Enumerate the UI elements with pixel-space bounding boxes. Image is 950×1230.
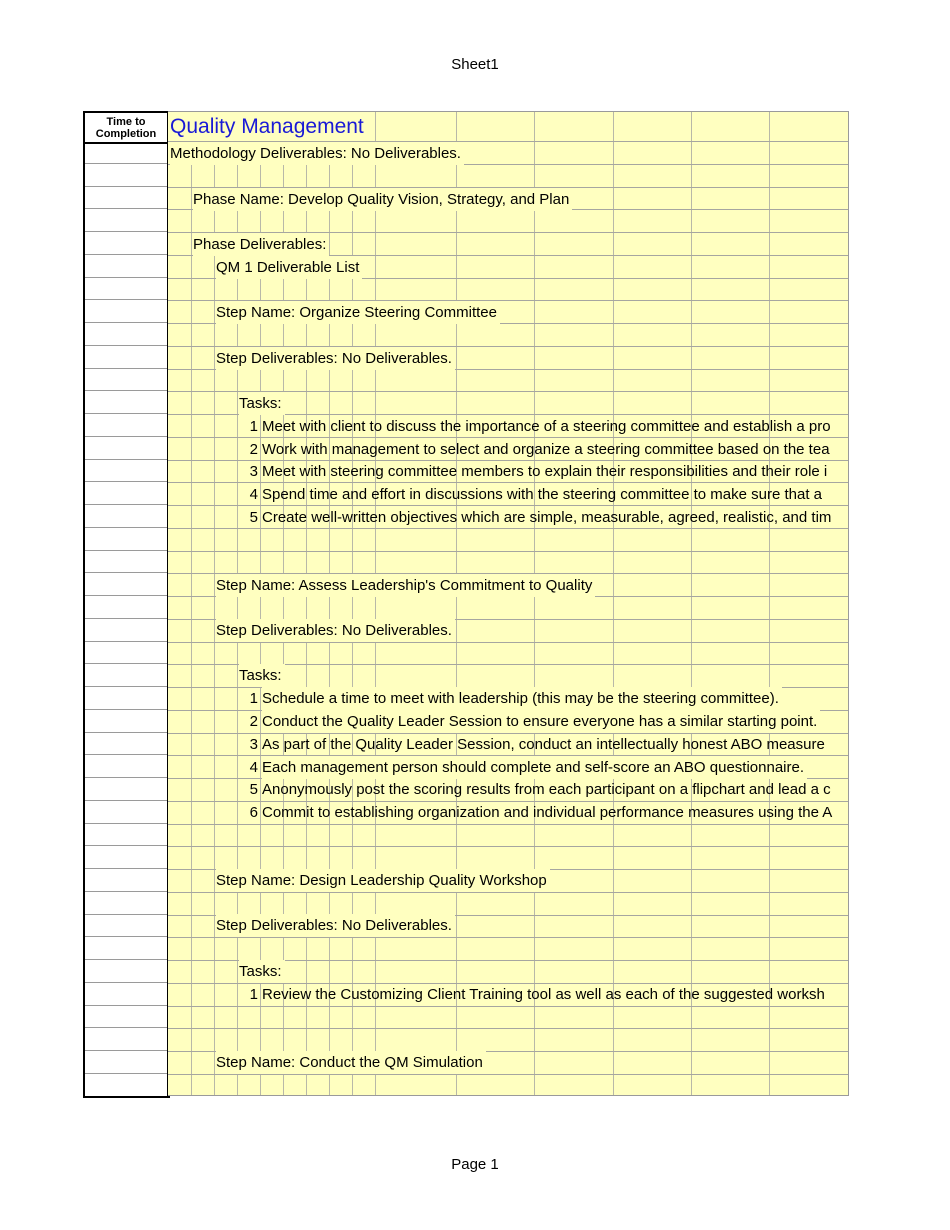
time-row-line [85,390,167,391]
column-gridline [375,112,376,1095]
tasks-label: Tasks: [239,664,285,687]
column-gridline [456,112,457,1095]
time-row-line [85,868,167,869]
spreadsheet [83,111,849,1096]
step-name: Step Name: Conduct the QM Simulation [216,1051,486,1074]
time-row-line [85,959,167,960]
column-gridline [613,112,614,1095]
tasks-label: Tasks: [239,392,285,415]
row-gridline [168,824,848,825]
time-row-line [85,618,167,619]
time-row-line [85,572,167,573]
time-row-line [85,1073,167,1074]
time-row-line [85,936,167,937]
column-gridline [191,112,192,1095]
task-number: 2 [249,441,258,458]
task-text: Meet with client to discuss the importance of a steering committee and establish a pro [262,418,831,435]
time-row-line [85,481,167,482]
task-text: Review the Customizing Client Training tool as well as each of the suggested worksh [262,986,825,1003]
time-row-line [85,732,167,733]
step-name: Step Name: Organize Steering Committee [216,301,500,324]
page-footer: Page 1 [451,1156,499,1173]
task-text: Schedule a time to meet with leadership (this may be the steering committee). [262,687,782,710]
task-text: Anonymously post the scoring results from each participant on a flipchart and lead a c [262,781,831,798]
time-row-line [85,459,167,460]
time-to-completion-header [85,113,167,144]
row-gridline [168,1028,848,1029]
row-gridline [168,551,848,552]
time-row-line [85,163,167,164]
time-row-line [85,754,167,755]
sheet-grid [168,111,849,1096]
time-row-line [85,186,167,187]
time-row-line [85,845,167,846]
time-row-line [85,345,167,346]
time-row-line [85,254,167,255]
time-row-line [85,527,167,528]
task-number: 5 [249,781,258,798]
task-number: 4 [249,486,258,503]
task-text: Spend time and effort in discussions with the steering committee to make sure that a [262,486,823,503]
time-row-line [85,299,167,300]
phase-deliverable-item: QM 1 Deliverable List [216,256,362,279]
task-number: 1 [249,418,258,435]
column-gridline [691,112,692,1095]
row-gridline [168,937,848,938]
task-number: 6 [249,804,258,821]
task-number: 2 [249,713,258,730]
time-row-line [85,322,167,323]
phase-deliverables-label: Phase Deliverables: [193,233,329,256]
task-number: 3 [249,463,258,480]
sheet-title: Quality Management [170,112,367,141]
task-text: Create well-written objectives which are simple, measurable, agreed, realistic, and tim [262,509,832,526]
column-gridline [214,112,215,1095]
step-name: Step Name: Design Leadership Quality Workshop [216,869,550,892]
time-row-line [85,277,167,278]
time-row-line [85,504,167,505]
time-header-line1: Time to [106,115,146,128]
row-gridline [168,1074,848,1075]
time-row-line [85,982,167,983]
time-row-line [85,823,167,824]
task-text: As part of the Quality Leader Session, conduct an intellectually honest ABO measure [262,736,825,753]
row-gridline [168,642,848,643]
task-number: 4 [249,759,258,776]
time-row-line [85,1050,167,1051]
step-deliverables: Step Deliverables: No Deliverables. [216,347,455,370]
time-row-line [85,800,167,801]
time-row-line [85,413,167,414]
time-header-line2: Completion [95,127,157,140]
phase-name: Phase Name: Develop Quality Vision, Strategy, and Plan [193,188,572,211]
time-row-line [85,891,167,892]
time-row-line [85,641,167,642]
time-row-line [85,231,167,232]
time-row-line [85,368,167,369]
time-row-line [85,686,167,687]
page-header: Sheet1 [451,56,499,73]
time-row-line [85,1027,167,1028]
step-deliverables: Step Deliverables: No Deliverables. [216,619,455,642]
time-row-line [85,709,167,710]
time-row-line [85,208,167,209]
row-gridline [168,1006,848,1007]
task-text: Conduct the Quality Leader Session to ensure everyone has a similar starting point. [262,710,820,733]
step-name: Step Name: Assess Leadership's Commitment to Quality [216,574,595,597]
time-row-line [85,777,167,778]
time-row-line [85,550,167,551]
time-row-line [85,436,167,437]
row-gridline [168,892,848,893]
row-gridline [168,846,848,847]
task-number: 1 [249,986,258,1003]
task-text: Each management person should complete and self-score an ABO questionnaire. [262,756,807,779]
column-gridline [769,112,770,1095]
column-gridline [534,112,535,1095]
step-deliverables: Step Deliverables: No Deliverables. [216,914,455,937]
task-text: Commit to establishing organization and individual performance measures using the A [262,804,833,821]
time-row-line [85,1005,167,1006]
task-text: Meet with steering committee members to explain their responsibilities and their role i [262,463,828,480]
time-row-line [85,595,167,596]
task-number: 1 [249,690,258,707]
task-text: Work with management to select and organize a steering committee based on the tea [262,441,830,458]
task-number: 3 [249,736,258,753]
task-number: 5 [249,509,258,526]
time-row-line [85,914,167,915]
time-to-completion-column [83,111,170,1098]
tasks-label: Tasks: [239,960,285,983]
time-row-line [85,663,167,664]
methodology-deliverables: Methodology Deliverables: No Deliverables. [170,142,464,165]
